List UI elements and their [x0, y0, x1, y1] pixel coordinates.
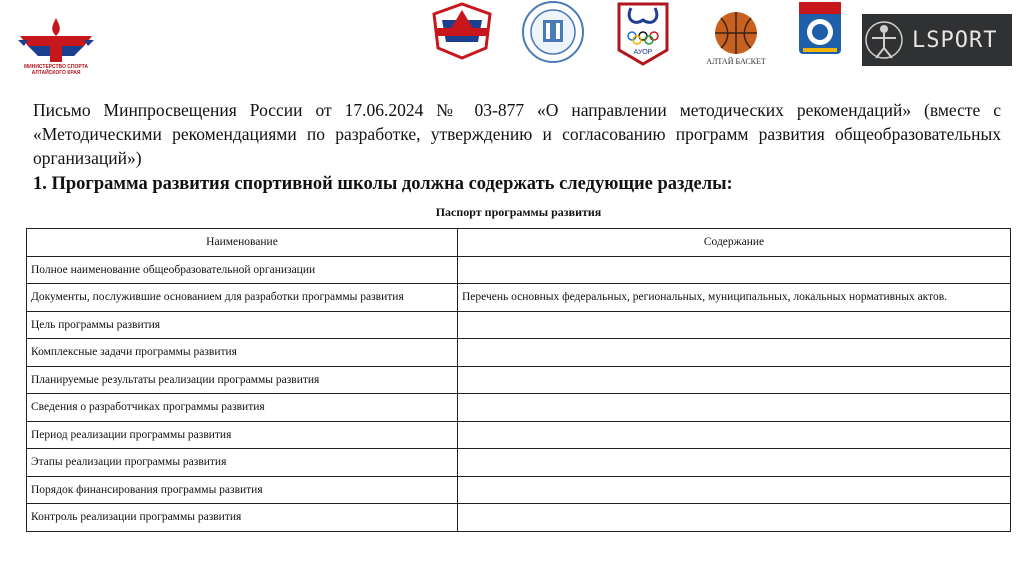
column-header-name: Наименование	[27, 229, 458, 257]
intro-paragraph: Письмо Минпросвещения России от 17.06.2024 № 03-877 «О направлении методических рекомендаций» (вместе с «Методическими рекомендациями по разработке, утверждению и согласованию программ развития общеобразовательных организаций»)	[33, 100, 1001, 168]
university-emblem-logo	[521, 0, 585, 62]
table-row	[27, 394, 1011, 422]
basket-text: АЛТАЙ БАСКЕТ	[706, 57, 766, 66]
row-name: Документы, послужившие основанием для разработки программы развития	[27, 284, 458, 312]
column-header-content: Содержание	[458, 229, 1011, 257]
table-row	[27, 449, 1011, 477]
ministry-sport-logo	[14, 16, 98, 76]
row-name: Планируемые результаты реализации программы развития	[27, 366, 458, 394]
row-content	[458, 394, 1011, 422]
ministry-caption: МИНИСТЕРСТВО СПОРТА АЛТАЙСКОГО КРАЯ	[23, 64, 89, 76]
row-content: Перечень основных федеральных, региональных, муниципальных, локальных нормативных актов.	[458, 284, 1011, 312]
table-row	[27, 366, 1011, 394]
row-content	[458, 366, 1011, 394]
row-content	[458, 504, 1011, 532]
row-name: Комплексные задачи программы развития	[27, 339, 458, 367]
row-content	[458, 476, 1011, 504]
row-content	[458, 256, 1011, 284]
table-caption: Паспорт программы развития	[435, 205, 602, 219]
row-name: Сведения о разработчиках программы развития	[27, 394, 458, 422]
sport-school-shield-logo	[797, 0, 843, 62]
shield-logo	[430, 0, 494, 62]
table-row	[27, 504, 1011, 532]
section-heading: 1. Программа развития спортивной школы должна содержать следующие разделы:	[33, 174, 733, 194]
row-content	[458, 421, 1011, 449]
ayor-olympic-logo	[615, 0, 671, 62]
table-row	[27, 421, 1011, 449]
ayor-text: АУОР	[633, 49, 653, 56]
table-row	[27, 284, 1011, 312]
row-name: Период реализации программы развития	[27, 421, 458, 449]
altai-basket-logo	[700, 0, 772, 66]
vitruvian-icon	[862, 18, 906, 62]
row-name: Полное наименование общеобразовательной организации	[27, 256, 458, 284]
table-row	[27, 339, 1011, 367]
row-name: Цель программы развития	[27, 311, 458, 339]
row-content	[458, 339, 1011, 367]
lsport-logo	[862, 14, 1012, 66]
row-name: Порядок финансирования программы развития	[27, 476, 458, 504]
table-header-row	[27, 229, 1011, 257]
row-name: Контроль реализации программы развития	[27, 504, 458, 532]
row-name: Этапы реализации программы развития	[27, 449, 458, 477]
lsport-text: LSPORT	[912, 27, 998, 53]
row-content	[458, 449, 1011, 477]
row-content	[458, 311, 1011, 339]
table-row	[27, 311, 1011, 339]
passport-table	[26, 228, 1011, 532]
table-row	[27, 256, 1011, 284]
table-row	[27, 476, 1011, 504]
